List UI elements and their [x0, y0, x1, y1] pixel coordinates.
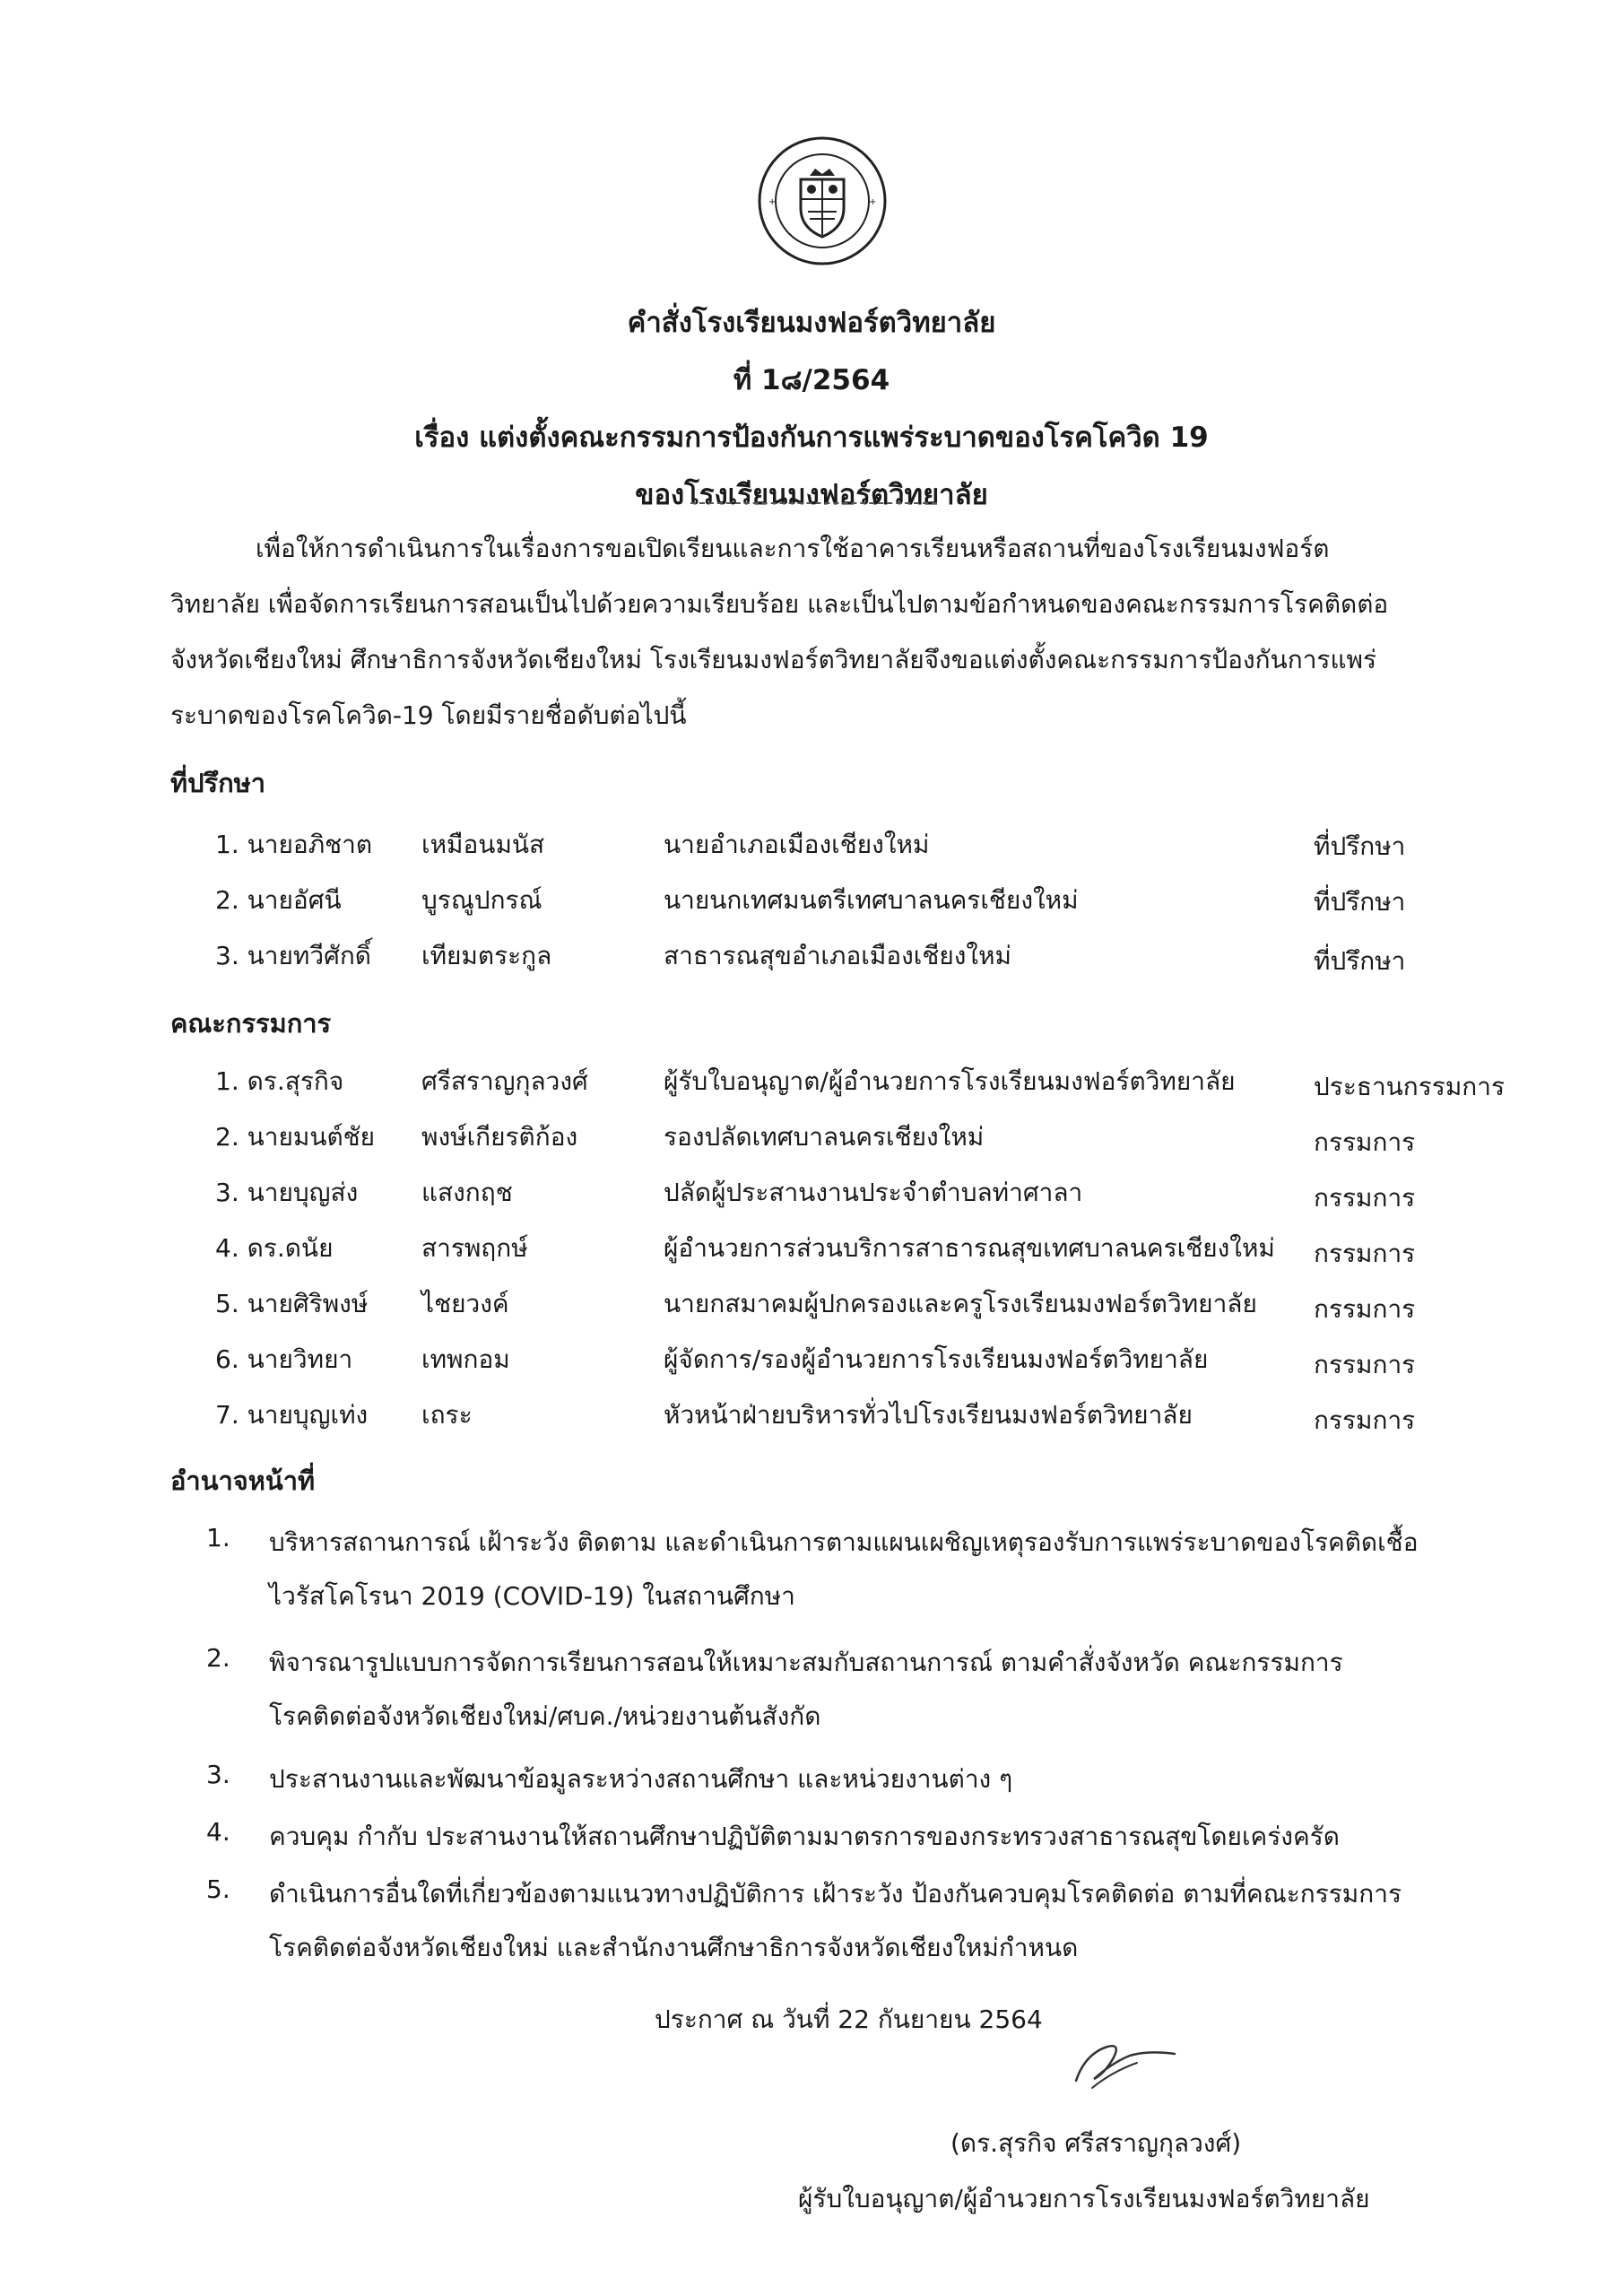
- intro-line-1: เพื่อให้การดำเนินการในเรื่องการขอเปิดเรียนและการใช้อาคารเรียนหรือสถานที่ของโรงเรียนมงฟอร์ต: [256, 534, 1330, 563]
- advisor-first-name: 2. นายอัศนี: [215, 885, 342, 915]
- committee-role: กรรมการ: [1314, 1127, 1416, 1157]
- committee-role: กรรมการ: [1314, 1183, 1416, 1213]
- order-subject-line1: เรื่อง แต่งตั้งคณะกรรมการป้องกันการแพร่ระบาดของโรคโควิด 19: [414, 422, 1209, 454]
- order-subject-line2: ของโรงเรียนมงฟอร์ตวิทยาลัย: [635, 479, 988, 511]
- duty-text: บริหารสถานการณ์ เฝ้าระวัง ติดตาม และดำเนินการตามแผนเผชิญเหตุรองรับการแพร่ระบาดของโรคติดเชื้อ: [269, 1527, 1419, 1557]
- committee-last-name: เทพกอม: [421, 1344, 510, 1374]
- duty-text: ควบคุม กำกับ ประสานงานให้สถานศึกษาปฏิบัติตามมาตรการของกระทรวงสาธารณสุขโดยเคร่งครัด: [269, 1822, 1340, 1851]
- duty-number: 5.: [206, 1874, 230, 1904]
- committee-role: กรรมการ: [1314, 1294, 1416, 1324]
- svg-text:+: +: [869, 197, 877, 207]
- advisor-last-name: เทียมตระกูล: [421, 941, 552, 970]
- school-seal-logo: [756, 135, 889, 267]
- advisor-first-name: 1. นายอภิชาต: [215, 830, 373, 859]
- intro-line-2: วิทยาลัย เพื่อจัดการเรียนการสอนเป็นไปด้วยความเรียบร้อย และเป็นไปตามข้อกำหนดของคณะกรรมการโรคติดต่อ: [170, 589, 1389, 619]
- committee-position: รองปลัดเทศบาลนครเชียงใหม่: [664, 1122, 985, 1152]
- committee-first-name: 6. นายวิทยา: [215, 1344, 353, 1374]
- title-divider: [690, 502, 937, 504]
- duties-heading: อำนาจหน้าที่: [170, 1465, 316, 1496]
- committee-position: นายกสมาคมผู้ปกครองและครูโรงเรียนมงฟอร์ตวิทยาลัย: [664, 1289, 1257, 1318]
- committee-first-name: 7. นายบุญเท่ง: [215, 1400, 369, 1430]
- advisor-last-name: เหมือนมนัส: [421, 830, 545, 859]
- duty-text-cont: โรคติดต่อจังหวัดเชียงใหม่ และสำนักงานศึกษาธิการจังหวัดเชียงใหม่กำหนด: [269, 1933, 1079, 1962]
- advisor-last-name: บูรณูปกรณ์: [421, 885, 542, 915]
- duty-text-cont: ไวรัสโคโรนา 2019 (COVID-19) ในสถานศึกษา: [269, 1581, 795, 1611]
- committee-last-name: สารพฤกษ์: [421, 1233, 528, 1263]
- committee-position: ผู้อำนวยการส่วนบริการสาธารณสุขเทศบาลนครเชียงใหม่: [664, 1233, 1275, 1263]
- committee-position: ผู้จัดการ/รองผู้อำนวยการโรงเรียนมงฟอร์ตวิทยาลัย: [664, 1344, 1209, 1374]
- committee-heading: คณะกรรมการ: [170, 1008, 332, 1039]
- advisor-role: ที่ปรึกษา: [1314, 831, 1406, 861]
- duty-text: พิจารณารูปแบบการจัดการเรียนการสอนให้เหมาะสมกับสถานการณ์ ตามคำสั่งจังหวัด คณะกรรมการ: [269, 1648, 1343, 1677]
- committee-last-name: แสงกฤช: [421, 1178, 513, 1207]
- advisor-first-name: 3. นายทวีศักดิ์: [215, 941, 371, 970]
- duty-number: 4.: [206, 1817, 230, 1847]
- committee-role: กรรมการ: [1314, 1405, 1416, 1435]
- svg-text:+: +: [768, 197, 777, 207]
- signer-title: ผู้รับใบอนุญาต/ผู้อำนวยการโรงเรียนมงฟอร์ตวิทยาลัย: [798, 2184, 1370, 2213]
- advisor-position: นายอำเภอเมืองเชียงใหม่: [664, 830, 930, 859]
- committee-last-name: พงษ์เกียรติก้อง: [421, 1122, 578, 1152]
- advisor-position: สาธารณสุขอำเภอเมืองเชียงใหม่: [664, 941, 1012, 970]
- committee-last-name: เถระ: [421, 1400, 473, 1430]
- committee-first-name: 2. นายมนต์ชัย: [215, 1122, 376, 1152]
- committee-first-name: 1. ดร.สุรกิจ: [215, 1066, 344, 1096]
- intro-line-4: ระบาดของโรคโควิด-19 โดยมีรายชื่อดับต่อไปนี้: [170, 700, 687, 730]
- announce-date: ประกาศ ณ วันที่ 22 กันยายน 2564: [655, 2005, 1043, 2034]
- intro-line-3: จังหวัดเชียงใหม่ ศึกษาธิการจังหวัดเชียงใหม่ โรงเรียนมงฟอร์ตวิทยาลัยจึงขอแต่งตั้งคณะกรรมการป้องกันการแพร่: [170, 645, 1376, 674]
- duty-number: 2.: [206, 1643, 230, 1673]
- committee-first-name: 5. นายศิริพงษ์: [215, 1289, 369, 1318]
- duty-number: 3.: [206, 1760, 230, 1789]
- signer-name: (ดร.สุรกิจ ศรีสราญกุลวงศ์): [950, 2128, 1242, 2158]
- committee-position: ผู้รับใบอนุญาต/ผู้อำนวยการโรงเรียนมงฟอร์ตวิทยาลัย: [664, 1066, 1236, 1096]
- advisor-role: ที่ปรึกษา: [1314, 887, 1406, 917]
- committee-first-name: 4. ดร.ดนัย: [215, 1233, 334, 1263]
- handwritten-signature: [1058, 2027, 1193, 2099]
- duty-text: ดำเนินการอื่นใดที่เกี่ยวข้องตามแนวทางปฏิบัติการ เฝ้าระวัง ป้องกันควบคุมโรคติดต่อ ตามที่คณะกรรมการ: [269, 1879, 1402, 1909]
- duty-text-cont: โรคติดต่อจังหวัดเชียงใหม่/ศบค./หน่วยงานต้นสังกัด: [269, 1701, 821, 1731]
- committee-role: ประธานกรรมการ: [1314, 1072, 1506, 1101]
- committee-first-name: 3. นายบุญส่ง: [215, 1178, 359, 1207]
- order-number: ที่ 1๘/2564: [733, 364, 890, 396]
- duty-text: ประสานงานและพัฒนาข้อมูลระหว่างสถานศึกษา และหน่วยงานต่าง ๆ: [269, 1764, 1013, 1794]
- committee-last-name: ศรีสราญกุลวงศ์: [421, 1066, 588, 1096]
- committee-last-name: ไชยวงค์: [421, 1289, 509, 1318]
- advisor-position: นายนกเทศมนตรีเทศบาลนครเชียงใหม่: [664, 885, 1079, 915]
- committee-position: หัวหน้าฝ่ายบริหารทั่วไปโรงเรียนมงฟอร์ตวิทยาลัย: [664, 1400, 1193, 1430]
- advisors-heading: ที่ปรึกษา: [170, 768, 266, 798]
- order-title: คำสั่งโรงเรียนมงฟอร์ตวิทยาลัย: [627, 307, 996, 339]
- committee-role: กรรมการ: [1314, 1350, 1416, 1379]
- duty-number: 1.: [206, 1523, 230, 1552]
- committee-role: กรรมการ: [1314, 1239, 1416, 1268]
- committee-position: ปลัดผู้ประสานงานประจำตำบลท่าศาลา: [664, 1178, 1083, 1207]
- advisor-role: ที่ปรึกษา: [1314, 946, 1406, 976]
